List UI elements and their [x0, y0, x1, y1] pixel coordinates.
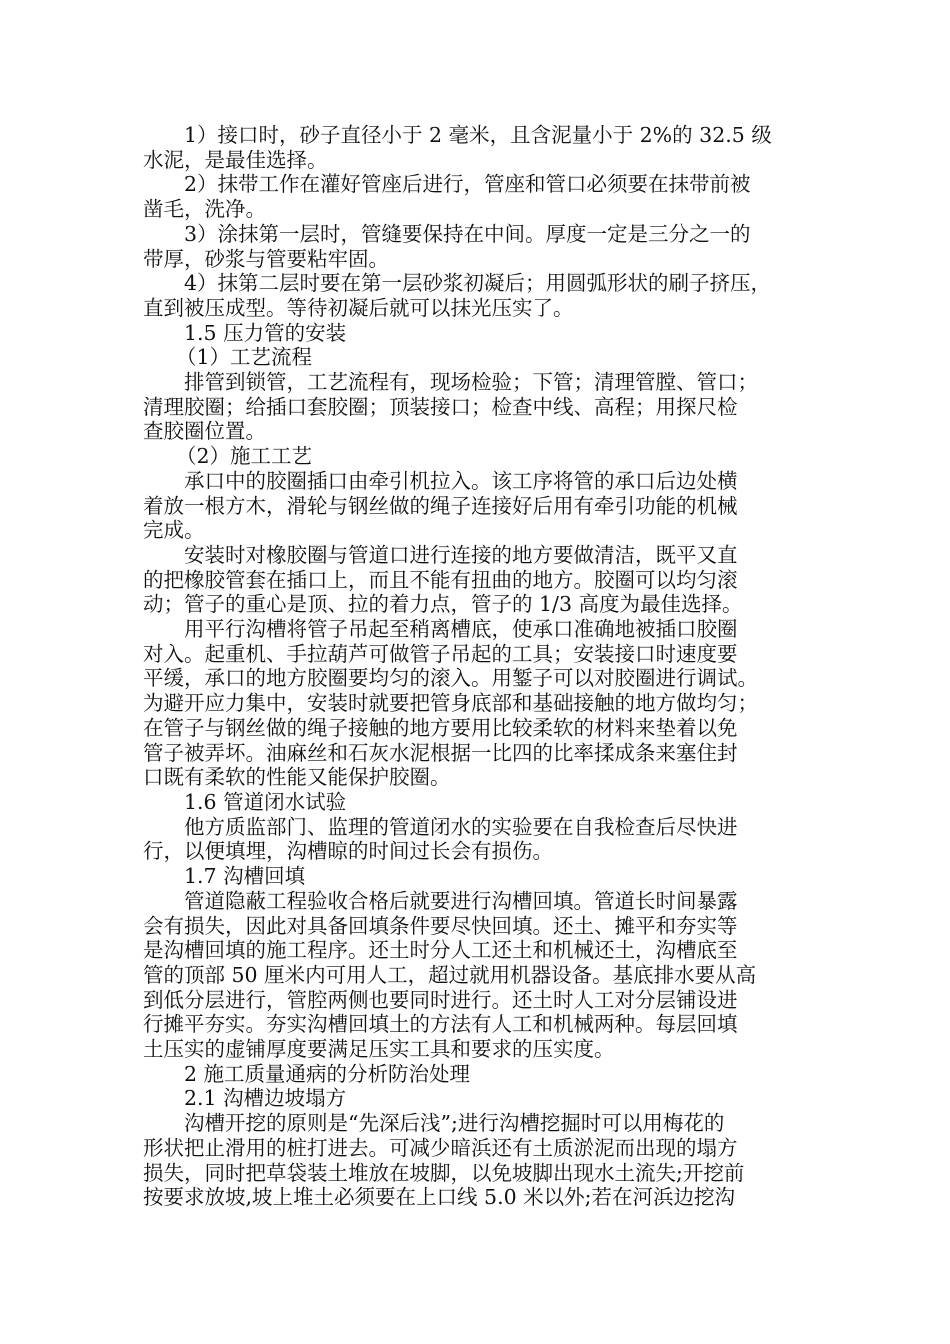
text-line: 1.7 沟槽回填 [184, 864, 306, 889]
text-line: 到低分层进行，管腔两侧也要同时进行。还土时人工对分层铺设进 [143, 987, 738, 1012]
text-line: 按要求放坡,坡上堆土必须要在上口线 5.0 米以外;若在河浜边挖沟 [143, 1185, 736, 1210]
text-line: 承口中的胶圈插口由牵引机拉入。该工序将管的承口后边处横 [184, 468, 738, 493]
text-line: 在管子与钢丝做的绳子接触的地方要用比较柔软的材料来垫着以免 [143, 715, 738, 740]
text-line: 1.6 管道闭水试验 [184, 789, 347, 814]
text-line: 完成。 [143, 518, 205, 543]
text-line: （1）工艺流程 [176, 345, 313, 370]
text-line: 3）涂抹第一层时，管缝要保持在中间。厚度一定是三分之一的 [184, 221, 751, 246]
text-line: 带厚，砂浆与管要粘牢固。 [143, 246, 389, 271]
text-line: 用平行沟槽将管子吊起至稍离槽底，使承口准确地被插口胶圈 [184, 617, 738, 642]
text-line: 损失，同时把草袋装土堆放在坡脚，以免坡脚出现水土流失;开挖前 [143, 1160, 745, 1185]
text-line: 为避开应力集中，安装时就要把管身底部和基础接触的地方做均匀； [143, 691, 758, 716]
text-line: 会有损失，因此对具备回填条件要尽快回填。还土、摊平和夯实等 [143, 913, 738, 938]
text-line: 是沟槽回填的施工程序。还土时分人工还土和机械还土，沟槽底至 [143, 938, 738, 963]
text-line: 凿毛，洗净。 [143, 197, 266, 222]
text-line: 2）抹带工作在灌好管座后进行，管座和管口必须要在抹带前被 [184, 172, 751, 197]
text-line: 口既有柔软的性能又能保护胶圈。 [143, 765, 451, 790]
text-line: 平缓，承口的地方胶圈要均匀的滚入。用錾子可以对胶圈进行调试。 [143, 666, 758, 691]
text-line: 他方质监部门、监理的管道闭水的实验要在自我检查后尽快进 [184, 814, 738, 839]
text-line: 排管到锁管，工艺流程有，现场检验；下管；清理管膛、管口； [184, 370, 758, 395]
text-line: 的把橡胶管套在插口上，而且不能有扭曲的地方。胶圈可以均匀滚 [143, 567, 738, 592]
text-line: 着放一根方木，滑轮与钢丝做的绳子连接好后用有牵引功能的机械 [143, 493, 738, 518]
text-line: 动；管子的重心是顶、拉的着力点，管子的 1/3 高度为最佳选择。 [143, 592, 743, 617]
text-line: 行摊平夯实。夯实沟槽回填土的方法有人工和机械两种。每层回填 [143, 1012, 738, 1037]
text-line: 对入。起重机、手拉葫芦可做管子吊起的工具；安装接口时速度要 [143, 641, 738, 666]
text-line: 管道隐蔽工程验收合格后就要进行沟槽回填。管道长时间暴露 [184, 888, 738, 913]
text-line: 沟槽开挖的原则是“先深后浅”;进行沟槽挖掘时可以用梅花的 [184, 1111, 725, 1136]
text-line: （2）施工工艺 [176, 444, 313, 469]
text-line: 土压实的虚铺厚度要满足压实工具和要求的压实度。 [143, 1037, 615, 1062]
text-line: 4）抹第二层时要在第一层砂浆初凝后；用圆弧形状的刷子挤压， [184, 271, 772, 296]
text-line: 1.5 压力管的安装 [184, 320, 347, 345]
text-line: 水泥，是最佳选择。 [143, 147, 328, 172]
text-line: 清理胶圈；给插口套胶圈；顶装接口；检查中线、高程；用探尺检 [143, 394, 738, 419]
text-line: 形状把止滑用的桩打进去。可减少暗浜还有土质淤泥而出现的塌方 [143, 1135, 738, 1160]
text-line: 查胶圈位置。 [143, 419, 266, 444]
text-line: 2 施工质量通病的分析防治处理 [184, 1061, 471, 1086]
text-line: 管的顶部 50 厘米内可用人工，超过就用机器设备。基底排水要从高 [143, 962, 757, 987]
text-line: 直到被压成型。等待初凝后就可以抹光压实了。 [143, 295, 574, 320]
text-line: 安装时对橡胶圈与管道口进行连接的地方要做清洁，既平又直 [184, 542, 738, 567]
text-line: 行，以便填埋，沟槽晾的时间过长会有损伤。 [143, 839, 553, 864]
document-body [143, 123, 809, 1210]
text-line: 2.1 沟槽边坡塌方 [184, 1086, 347, 1111]
text-line: 1）接口时，砂子直径小于 2 毫米，且含泥量小于 2%的 32.5 级 [184, 123, 772, 147]
text-line: 管子被弄坏。油麻丝和石灰水泥根据一比四的比率揉成条来塞住封 [143, 740, 738, 765]
